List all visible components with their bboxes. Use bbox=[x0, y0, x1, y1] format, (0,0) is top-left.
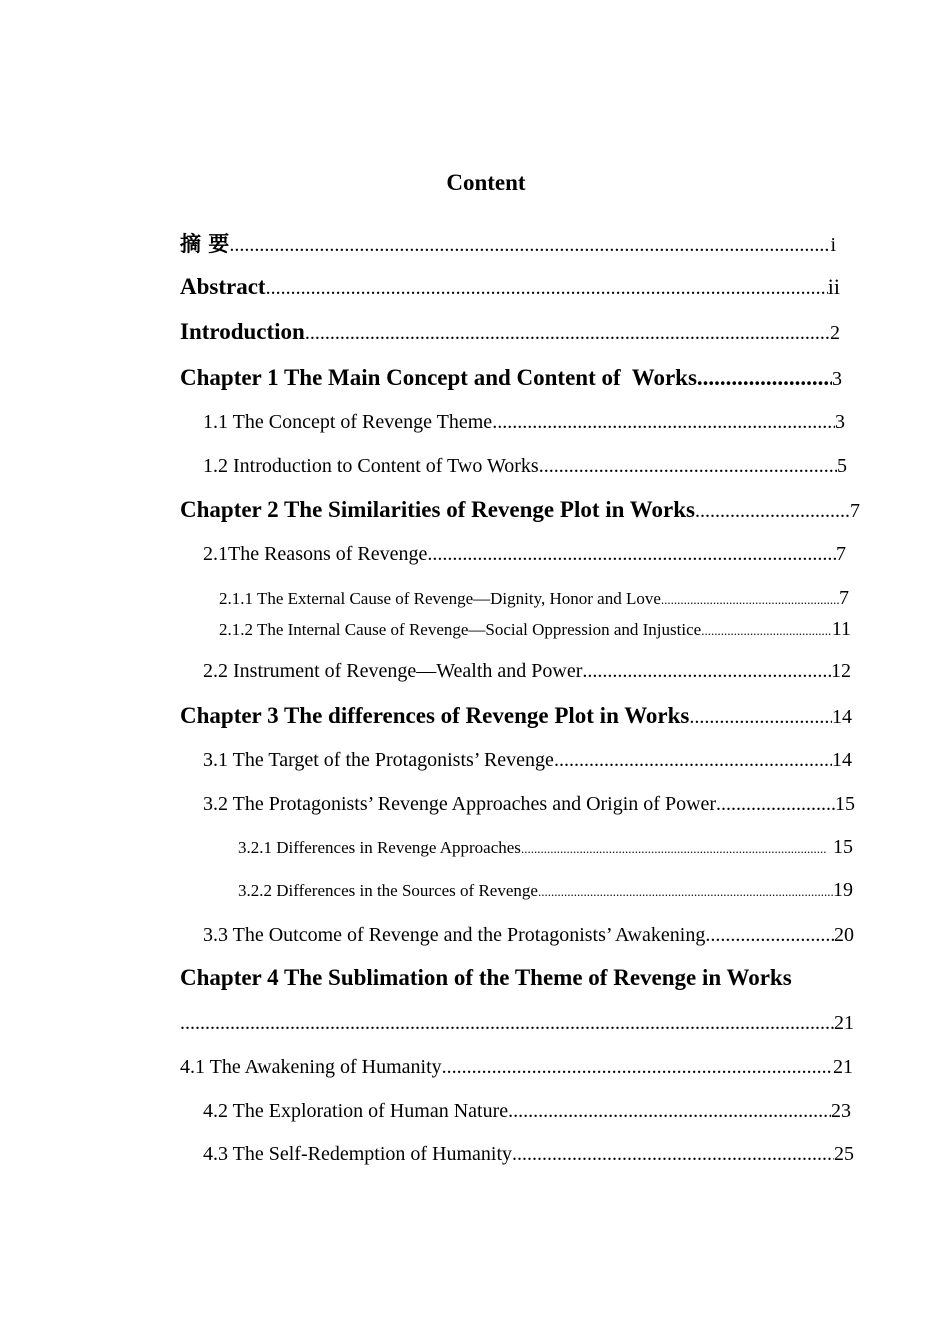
toc-entry-4-1[interactable] bbox=[180, 1053, 853, 1081]
toc-leader bbox=[661, 588, 839, 612]
toc-entry-page: 14 bbox=[832, 749, 852, 771]
toc-entry-3-1[interactable] bbox=[203, 746, 852, 774]
toc-entry-label: 2.2 Instrument of Revenge—Wealth and Power bbox=[203, 660, 583, 682]
toc-entry-page: 12 bbox=[831, 660, 851, 682]
toc-entry-2-1[interactable] bbox=[203, 540, 846, 568]
toc-leader bbox=[229, 230, 830, 260]
toc-entry-chapter-1[interactable] bbox=[180, 363, 842, 394]
toc-leader bbox=[689, 702, 832, 732]
toc-entry-label: 3.1 The Target of the Protagonists’ Revenge bbox=[203, 749, 554, 771]
toc-entry-abstract[interactable] bbox=[180, 272, 840, 303]
toc-entry-label: 3.2.1 Differences in Revenge Approaches bbox=[238, 838, 521, 857]
toc-entry-label: 1.2 Introduction to Content of Two Works bbox=[203, 455, 539, 477]
toc-entry-page: 7 bbox=[850, 500, 860, 522]
toc-leader bbox=[539, 452, 837, 480]
toc-leader bbox=[180, 1009, 834, 1037]
toc-entry-label: 摘 要 bbox=[180, 232, 230, 256]
toc-entry-label: 3.2.2 Differences in the Sources of Revenge bbox=[238, 881, 538, 900]
toc-leader bbox=[442, 1053, 833, 1081]
toc-entry-chapter-4-leader-line[interactable] bbox=[180, 1009, 854, 1037]
toc-entry-label: Chapter 4 The Sublimation of the Theme of Revenge in Works bbox=[180, 965, 792, 990]
toc-entry-3-2-1[interactable] bbox=[238, 835, 853, 861]
toc-entry-page: 3 bbox=[835, 411, 845, 433]
toc-entry-label: 2.1.2 The Internal Cause of Revenge—Social Oppression and Injustice bbox=[219, 620, 702, 639]
toc-entry-page: 3 bbox=[832, 368, 842, 390]
toc-entry-1-2[interactable] bbox=[203, 452, 847, 480]
toc-entry-page: 15 bbox=[835, 793, 855, 815]
toc-entry-page: 2 bbox=[830, 322, 840, 344]
toc-entry-1-1[interactable] bbox=[203, 408, 845, 436]
toc-leader bbox=[508, 1097, 831, 1125]
toc-entry-abstract-cn[interactable] bbox=[180, 229, 836, 260]
toc-entry-label: 3.3 The Outcome of Revenge and the Protagonists’ Awakening bbox=[203, 924, 706, 946]
toc-leader bbox=[701, 619, 832, 643]
toc-entry-4-2[interactable] bbox=[203, 1097, 851, 1125]
toc-entry-page: 15 bbox=[833, 836, 853, 858]
toc-entry-2-2[interactable] bbox=[203, 657, 851, 685]
toc-entry-label: Abstract bbox=[180, 274, 266, 299]
toc-entry-page: 19 bbox=[833, 879, 853, 901]
toc-leader bbox=[538, 880, 833, 904]
toc-leader bbox=[582, 657, 831, 685]
toc-entry-4-3[interactable] bbox=[203, 1140, 854, 1168]
toc-entry-chapter-2[interactable] bbox=[180, 495, 860, 526]
toc-leader bbox=[512, 1140, 834, 1168]
toc-entry-label: Chapter 1 The Main Concept and Content of Works bbox=[180, 365, 697, 390]
toc-entry-label: 4.1 The Awakening of Humanity bbox=[180, 1056, 442, 1078]
toc-leader bbox=[521, 837, 827, 861]
toc-entry-label: Introduction bbox=[180, 319, 305, 344]
toc-entry-label: 4.3 The Self-Redemption of Humanity bbox=[203, 1143, 513, 1165]
toc-entry-page: 14 bbox=[832, 706, 852, 728]
toc-entry-3-2[interactable] bbox=[203, 790, 855, 818]
toc-entry-label: Chapter 2 The Similarities of Revenge Plot in Works bbox=[180, 497, 695, 522]
toc-entry-label: 3.2 The Protagonists’ Revenge Approaches and Origin of Power bbox=[203, 793, 717, 815]
toc-title: Content bbox=[446, 170, 526, 195]
toc-entry-label: Chapter 3 The differences of Revenge Plot in Works bbox=[180, 703, 690, 728]
toc-entry-page: 23 bbox=[831, 1100, 851, 1122]
toc-entry-label: 2.1The Reasons of Revenge bbox=[203, 543, 428, 565]
toc-entry-page: 25 bbox=[834, 1143, 854, 1165]
toc-entry-page: 21 bbox=[833, 1056, 853, 1078]
toc-entry-page: ii bbox=[827, 274, 840, 299]
toc-leader bbox=[305, 318, 830, 348]
toc-entry-page: 7 bbox=[839, 587, 849, 609]
toc-leader bbox=[705, 921, 834, 949]
toc-leader bbox=[266, 273, 828, 303]
toc-leader bbox=[427, 540, 836, 568]
toc-entry-introduction[interactable] bbox=[180, 317, 840, 348]
toc-entry-chapter-3[interactable] bbox=[180, 701, 852, 732]
toc-leader bbox=[697, 363, 832, 393]
toc-entry-page: 5 bbox=[837, 455, 847, 477]
toc-entry-page: i bbox=[830, 234, 836, 256]
toc-leader bbox=[716, 790, 835, 818]
toc-entry-3-2-2[interactable] bbox=[238, 878, 853, 904]
toc-entry-page: 21 bbox=[834, 1012, 854, 1034]
toc-entry-chapter-4[interactable] bbox=[180, 963, 880, 993]
toc-entry-label: 1.1 The Concept of Revenge Theme bbox=[203, 411, 493, 433]
toc-entry-2-1-2[interactable] bbox=[219, 617, 851, 643]
toc-leader bbox=[695, 496, 850, 526]
toc-entry-3-3[interactable] bbox=[203, 921, 854, 949]
toc-entry-label: 4.2 The Exploration of Human Nature bbox=[203, 1100, 509, 1122]
toc-entry-page: 7 bbox=[836, 543, 846, 565]
toc-leader bbox=[492, 408, 835, 436]
toc-entry-label: 2.1.1 The External Cause of Revenge—Dignity, Honor and Love bbox=[219, 589, 661, 608]
toc-entry-page: 11 bbox=[831, 618, 851, 640]
toc-entry-page: 20 bbox=[834, 924, 854, 946]
toc-leader bbox=[554, 746, 832, 774]
toc-entry-2-1-1[interactable] bbox=[219, 586, 849, 612]
